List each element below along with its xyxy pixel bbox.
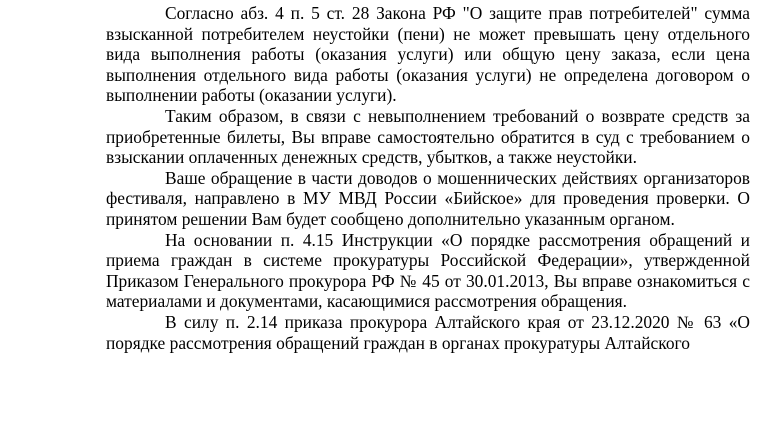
paragraph-consumer-rights-penalty: Согласно абз. 4 п. 5 ст. 28 Закона РФ "О защите прав потребителей" сумма взысканной потребителем неустойки (пени) не может превышать цену отдельного вида выполнения работы (оказания услуги) или общую цену заказа, если цена выполнения отдельного вида работы (оказания услуги) не определена договором о выполнении работы (оказании услуги). bbox=[106, 3, 750, 106]
paragraph-regional-order: В силу п. 2.14 приказа прокурора Алтайского края от 23.12.2020 № 63 «О порядке рассмотрения обращений граждан в органах прокуратуры Алтайского bbox=[106, 311, 750, 353]
document-body bbox=[106, 0, 750, 353]
paragraph-fraud-referral: Ваше обращение в части доводов о мошеннических действиях организаторов фестиваля, направлено в МУ МВД России «Бийское» для проведения проверки. О принятом решении Вам будет сообщено дополнительно указанным органом. bbox=[106, 167, 750, 229]
paragraph-materials-access: На основании п. 4.15 Инструкции «О порядке рассмотрения обращений и приема граждан в системе прокуратуры Российской Федерации», утвержденной Приказом Генерального прокурора РФ № 45 от 30.01.2013, Вы вправе ознакомиться с материалами и документами, касающимися рассмотрения обращения. bbox=[106, 229, 750, 312]
paragraph-court-right: Таким образом, в связи с невыполнением требований о возврате средств за приобретенные билеты, Вы вправе самостоятельно обратится в суд с требованием о взыскании оплаченных денежных средств, убытков, а также неустойки. bbox=[106, 105, 750, 168]
